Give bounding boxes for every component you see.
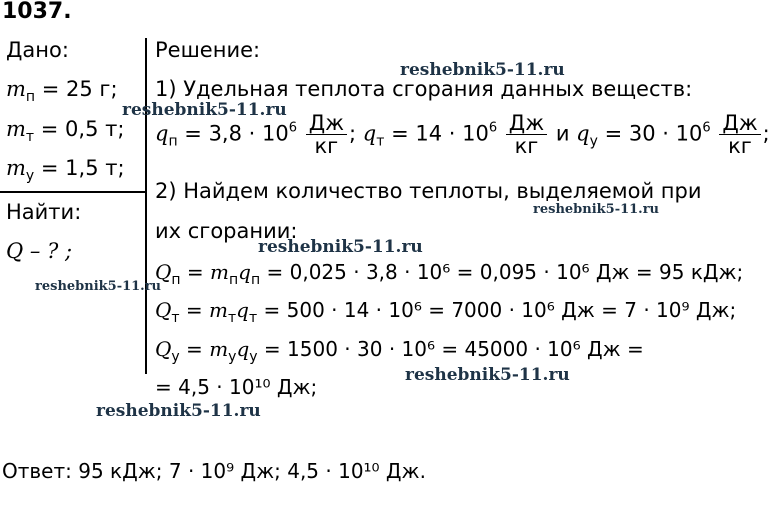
watermark: reshebnik5-11.ru bbox=[96, 401, 261, 421]
solution-step2-line1: 2) Найдем количество теплоты, выделяемой при bbox=[155, 179, 702, 203]
given-mp: $m_п = 25$ г; bbox=[6, 77, 118, 105]
Qp-equation: $Q_п = m_пq_п = 0,025 \cdot 3,8 \cdot 10^6 = 0,095 \cdot 10^6$ Дж = 95 кДж; bbox=[155, 260, 744, 288]
watermark: reshebnik5-11.ru bbox=[122, 100, 287, 120]
watermark: reshebnik5-11.ru bbox=[258, 237, 423, 257]
unit-fraction: $\frac{Дж}{кг}$ bbox=[506, 112, 547, 157]
watermark: reshebnik5-11.ru bbox=[405, 365, 570, 385]
solution-step1: 1) Удельная теплота сгорания данных веществ: bbox=[155, 77, 693, 101]
unit-fraction: $\frac{Дж}{кг}$ bbox=[306, 112, 347, 157]
watermark: reshebnik5-11.ru bbox=[400, 60, 565, 80]
horizontal-divider bbox=[0, 191, 145, 193]
solution-step2-line2: их сгорании: bbox=[155, 219, 298, 243]
problem-number: 1037. bbox=[2, 0, 72, 24]
solution-header: Решение: bbox=[155, 38, 261, 62]
specific-heat-line: $q_п = 3,8 \cdot 10^6$ $\frac{Дж}{кг}$ ; $q_т = 14 \cdot 10^6$ $\frac{Дж}{кг}$ и $q_у = 30 \cdot 10^6$ $\frac{Дж}{кг}$ ; bbox=[155, 111, 770, 158]
unit-fraction: $\frac{Дж}{кг}$ bbox=[719, 112, 760, 157]
Qt-equation: $Q_т = m_тq_т = 500 \cdot 14 \cdot 10^6 = 7000 \cdot 10^6$ Дж = 7 · 10⁹ Дж; bbox=[155, 298, 737, 326]
watermark: reshebnik5-11.ru bbox=[35, 279, 162, 294]
given-header: Дано: bbox=[6, 38, 69, 62]
given-my: $m_у = 1,5$ т; bbox=[6, 156, 125, 184]
Qy-equation-cont: = 4,5 · 10¹⁰ Дж; bbox=[155, 375, 318, 399]
find-q: Q – ? ; bbox=[6, 239, 73, 263]
vertical-divider bbox=[145, 38, 147, 374]
given-mt: $m_т = 0,5$ т; bbox=[6, 117, 125, 145]
Qy-equation: $Q_у = m_уq_у = 1500 \cdot 30 \cdot 10^6 = 45000 \cdot 10^6$ Дж = bbox=[155, 337, 644, 365]
find-header: Найти: bbox=[6, 200, 82, 224]
answer-line: Ответ: 95 кДж; 7 · 10⁹ Дж; 4,5 · 10¹⁰ Дж. bbox=[2, 459, 426, 483]
watermark: reshebnik5-11.ru bbox=[533, 202, 660, 217]
